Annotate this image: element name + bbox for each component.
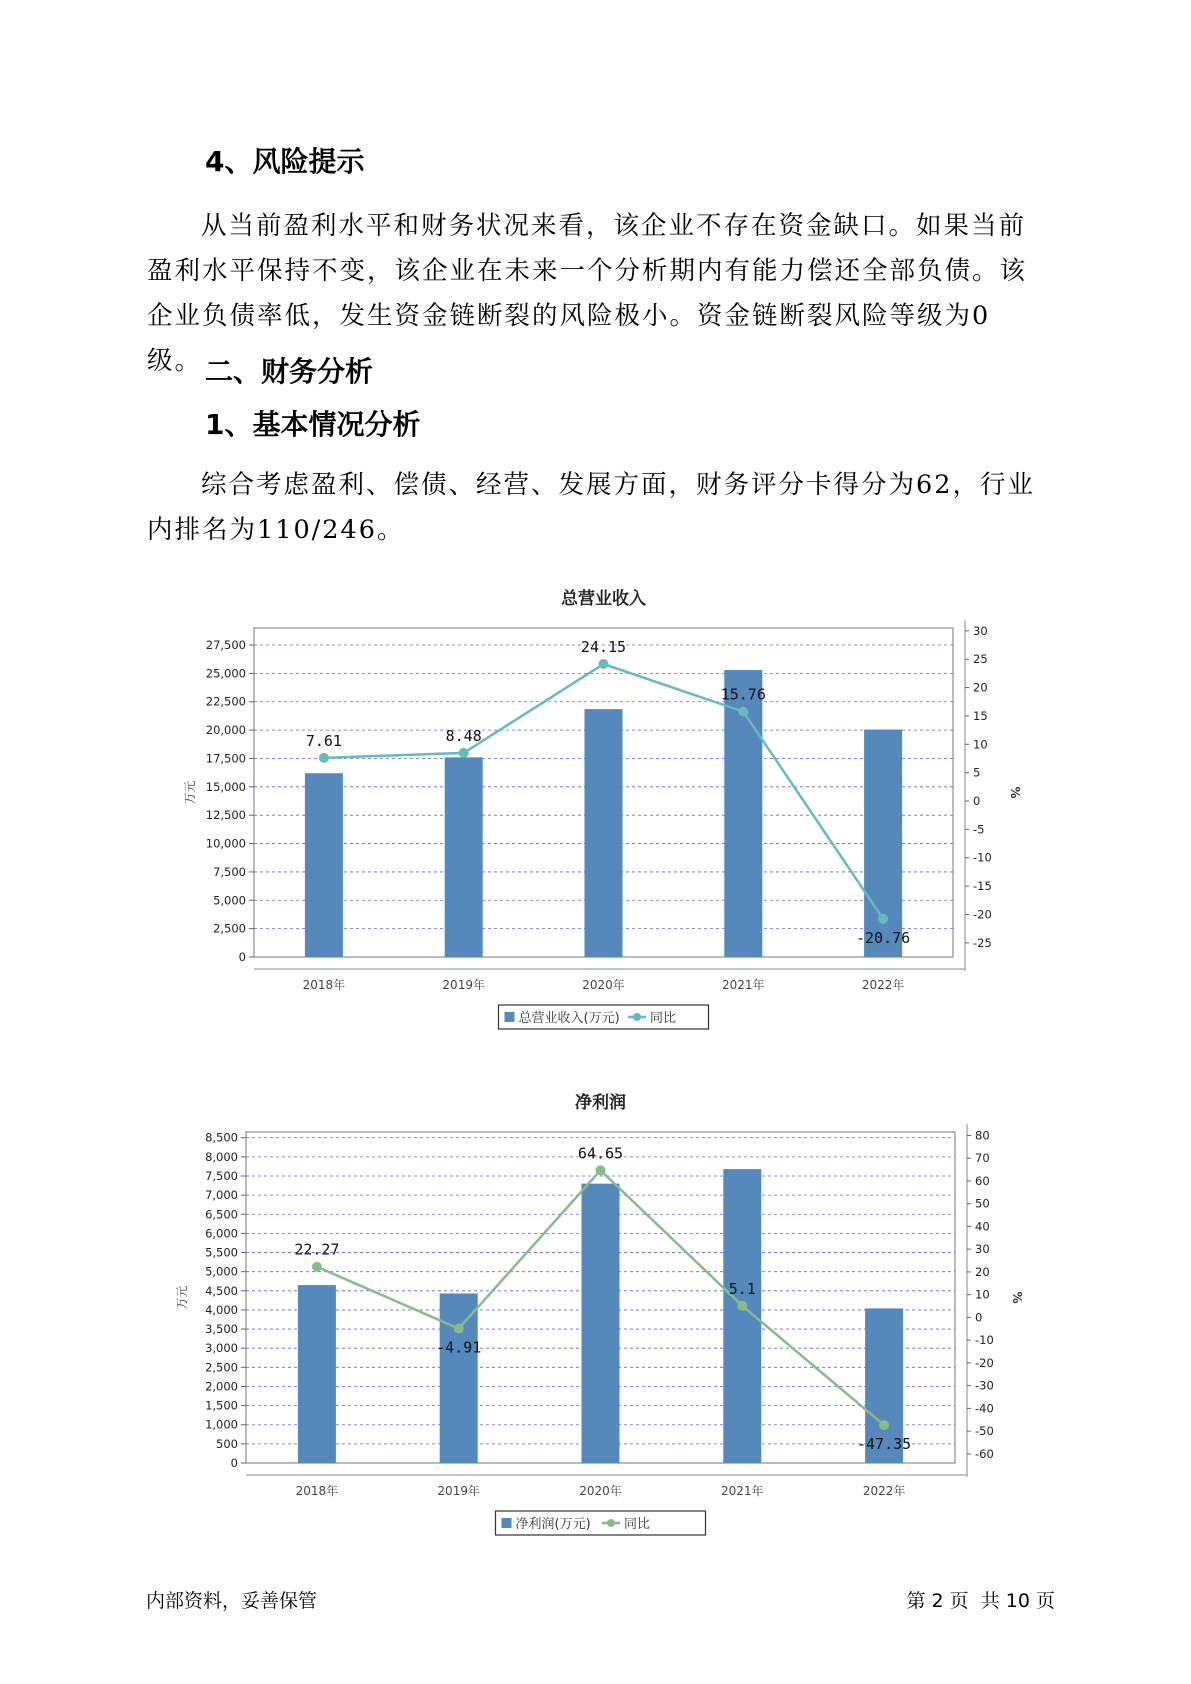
legend-bar-label: 总营业收入(万元) bbox=[518, 1011, 620, 1026]
yoy-point-3 bbox=[738, 707, 748, 717]
y2-tick-label: -20 bbox=[973, 907, 992, 922]
y2-tick-label: 10 bbox=[973, 737, 988, 752]
y-tick-label: 2,000 bbox=[205, 1379, 238, 1394]
yoy-point-4 bbox=[879, 1420, 889, 1430]
y2-tick-label: 20 bbox=[973, 680, 988, 695]
basic-analysis-heading: 1、基本情况分析 bbox=[205, 408, 421, 441]
bar-0 bbox=[298, 1285, 336, 1463]
yoy-point-4 bbox=[878, 914, 888, 924]
y2-tick-label: 30 bbox=[975, 1242, 990, 1257]
x-tick-label: 2021年 bbox=[722, 978, 765, 992]
y2-tick-label: 30 bbox=[973, 623, 988, 638]
y-tick-label: 0 bbox=[238, 950, 246, 964]
yoy-data-label: -20.76 bbox=[856, 928, 911, 947]
y-tick-label: 6,500 bbox=[205, 1207, 238, 1222]
y2-tick-label: 40 bbox=[975, 1219, 990, 1234]
chart-svg bbox=[180, 580, 1040, 1030]
y2-tick-label: 15 bbox=[973, 708, 988, 723]
y2-tick-label: -10 bbox=[975, 1333, 994, 1348]
legend-line-label: 同比 bbox=[624, 1517, 651, 1532]
y2-tick-label: 10 bbox=[975, 1287, 990, 1302]
chart-svg bbox=[175, 1078, 1040, 1538]
yoy-point-1 bbox=[459, 748, 469, 758]
y2-tick-label: 60 bbox=[975, 1173, 990, 1188]
yoy-data-label: 5.1 bbox=[728, 1279, 756, 1298]
y2-tick-label: 70 bbox=[975, 1151, 990, 1166]
y-tick-label: 4,000 bbox=[205, 1302, 238, 1317]
y2-tick-label: -10 bbox=[973, 850, 992, 865]
revenue-chart bbox=[180, 580, 1040, 1030]
y2-tick-label: -60 bbox=[975, 1446, 994, 1461]
yoy-data-label: 24.15 bbox=[580, 638, 627, 657]
y-tick-label: 8,500 bbox=[205, 1130, 238, 1145]
basic-analysis-paragraph: 综合考虑盈利、偿债、经营、发展方面，财务评分卡得分为62，行业内排名为110/246。 bbox=[147, 470, 1035, 545]
yoy-data-label: 7.61 bbox=[305, 731, 342, 750]
yoy-point-3 bbox=[737, 1301, 747, 1311]
y-tick-label: 1,500 bbox=[205, 1398, 238, 1413]
legend-bar-swatch bbox=[502, 1518, 512, 1528]
x-tick-label: 2019年 bbox=[442, 978, 485, 992]
yoy-point-2 bbox=[596, 1165, 606, 1175]
y-tick-label: 500 bbox=[216, 1436, 238, 1451]
yoy-point-1 bbox=[454, 1324, 464, 1334]
yoy-point-0 bbox=[312, 1262, 322, 1272]
y-tick-label: 2,500 bbox=[213, 921, 246, 936]
x-tick-label: 2022年 bbox=[862, 1484, 906, 1498]
y-tick-label: 10,000 bbox=[205, 836, 246, 851]
y-tick-label: 22,500 bbox=[205, 694, 246, 709]
bar-0 bbox=[305, 773, 343, 957]
y2-tick-label: 20 bbox=[975, 1264, 990, 1279]
y-tick-label: 1,000 bbox=[205, 1417, 238, 1432]
yoy-data-label: -4.91 bbox=[436, 1338, 482, 1357]
y-tick-label: 12,500 bbox=[205, 808, 246, 823]
y-tick-label: 8,000 bbox=[205, 1149, 238, 1164]
legend-bar-label: 净利润(万元) bbox=[515, 1517, 591, 1532]
x-tick-label: 2020年 bbox=[582, 978, 625, 992]
x-tick-label: 2019年 bbox=[437, 1484, 480, 1498]
y-tick-label: 25,000 bbox=[205, 666, 246, 681]
y2-tick-label: -5 bbox=[973, 822, 985, 837]
y-tick-label: 7,000 bbox=[205, 1188, 238, 1203]
y-tick-label: 2,500 bbox=[205, 1360, 238, 1375]
legend-line-marker bbox=[633, 1013, 641, 1021]
y2-tick-label: -30 bbox=[975, 1378, 994, 1393]
y-tick-label: 0 bbox=[230, 1456, 238, 1470]
y-tick-label: 7,500 bbox=[213, 864, 246, 879]
y2-tick-label: 5 bbox=[973, 765, 981, 780]
x-tick-label: 2018年 bbox=[302, 978, 346, 992]
footer-confidential: 内部资料，妥善保管 bbox=[146, 1590, 318, 1612]
y-tick-label: 5,000 bbox=[205, 1264, 238, 1279]
y2-tick-label: 25 bbox=[973, 652, 988, 667]
y-tick-label: 20,000 bbox=[205, 723, 246, 738]
yoy-data-label: -47.35 bbox=[857, 1435, 912, 1454]
bar-1 bbox=[440, 1293, 478, 1463]
yoy-point-2 bbox=[599, 659, 609, 669]
y-tick-label: 3,500 bbox=[205, 1322, 238, 1337]
yoy-point-0 bbox=[319, 753, 329, 763]
y-tick-label: 5,500 bbox=[205, 1245, 238, 1260]
y2-tick-label: -50 bbox=[975, 1424, 994, 1439]
risk-paragraph: 从当前盈利水平和财务状况来看，该企业不存在资金缺口。如果当前盈利水平保持不变，该企业在未来一个分析期内有能力偿还全部负债。该企业负债率低，发生资金链断裂的风险极小。资金链断裂风险等级为0级。 bbox=[147, 211, 1028, 376]
legend-line-label: 同比 bbox=[650, 1011, 677, 1026]
net-profit-chart bbox=[175, 1078, 1040, 1538]
x-tick-label: 2020年 bbox=[579, 1484, 622, 1498]
y-tick-label: 6,000 bbox=[205, 1226, 238, 1241]
y-tick-label: 17,500 bbox=[205, 751, 246, 766]
y2-tick-label: 50 bbox=[975, 1196, 990, 1211]
y2-tick-label: -40 bbox=[975, 1401, 994, 1416]
legend-bar-swatch bbox=[505, 1012, 515, 1022]
y-tick-label: 4,500 bbox=[205, 1283, 238, 1298]
y2-tick-label: 0 bbox=[973, 794, 981, 809]
bar-1 bbox=[445, 757, 483, 957]
bar-2 bbox=[585, 709, 623, 957]
y-tick-label: 27,500 bbox=[205, 638, 246, 653]
y-axis-title: 万元 bbox=[183, 780, 197, 805]
bar-2 bbox=[582, 1184, 620, 1463]
yoy-data-label: 22.27 bbox=[294, 1240, 340, 1259]
chart-title: 总营业收入 bbox=[561, 589, 646, 609]
y2-tick-label: 80 bbox=[975, 1128, 990, 1143]
x-tick-label: 2021年 bbox=[721, 1484, 764, 1498]
y-tick-label: 15,000 bbox=[205, 779, 246, 794]
y2-tick-label: 0 bbox=[975, 1310, 983, 1325]
finance-heading: 二、财务分析 bbox=[205, 355, 374, 388]
chart-title: 净利润 bbox=[575, 1093, 626, 1113]
footer-page-number: 第 2 页 共 10 页 bbox=[906, 1590, 1055, 1612]
legend-line-marker bbox=[607, 1519, 615, 1527]
y2-axis-title: % bbox=[1010, 1291, 1024, 1304]
y2-tick-label: -25 bbox=[973, 935, 992, 950]
yoy-data-label: 8.48 bbox=[445, 726, 482, 745]
x-tick-label: 2022年 bbox=[861, 978, 905, 992]
y-axis-title: 万元 bbox=[175, 1285, 189, 1310]
y-tick-label: 3,000 bbox=[205, 1341, 238, 1356]
y-tick-label: 7,500 bbox=[205, 1169, 238, 1184]
y2-tick-label: -20 bbox=[975, 1355, 994, 1370]
y-tick-label: 5,000 bbox=[213, 893, 246, 908]
y2-tick-label: -15 bbox=[973, 879, 992, 894]
yoy-data-label: 64.65 bbox=[577, 1144, 624, 1163]
y2-axis-title: % bbox=[1008, 786, 1022, 799]
yoy-data-label: 15.76 bbox=[720, 685, 766, 704]
risk-heading: 4、风险提示 bbox=[205, 145, 365, 178]
x-tick-label: 2018年 bbox=[295, 1484, 339, 1498]
